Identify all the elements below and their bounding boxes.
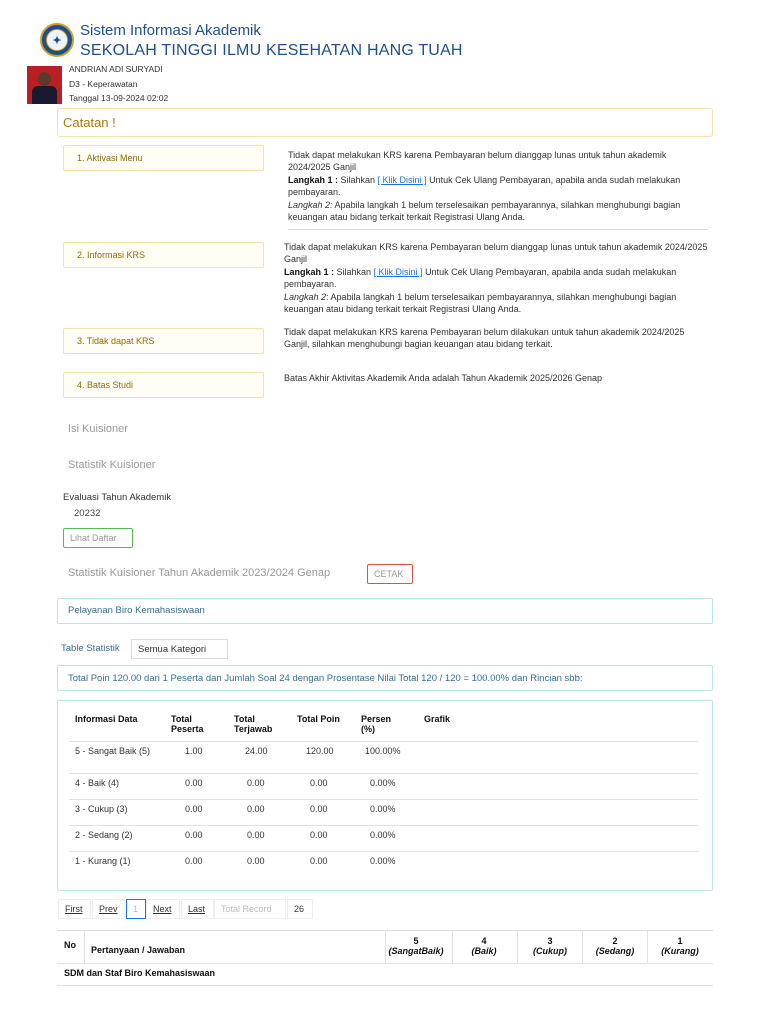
menu-tidak-dapat-krs[interactable]: 3. Tidak dapat KRS <box>63 328 264 354</box>
avatar <box>27 66 62 104</box>
lihat-daftar-button[interactable]: Lihat Daftar <box>63 528 133 548</box>
col-sangat-baik: 5 (SangatBaik) <box>388 936 444 956</box>
school-logo <box>40 23 74 57</box>
step2-text: : Apabila langkah 1 belum terselesaikan pembayarannya, silahkan menghubungi bagian keuangan atau bidang terkait terkait Registrasi Ulang Anda. <box>284 291 677 315</box>
table-statistik-label: Table Statistik <box>61 643 120 654</box>
col-persen: Persen (%) <box>361 714 392 734</box>
col-pertanyaan: Pertanyaan / Jawaban <box>91 945 186 955</box>
menu-aktivasi[interactable]: 1. Aktivasi Menu <box>63 145 264 171</box>
questions-table <box>57 930 713 985</box>
klik-disini-link[interactable]: [ Klik Disini ] <box>377 174 427 185</box>
note-text: Tidak dapat melakukan KRS karena Pembayaran belum dianggap lunas untuk tahun akademik 2024/2025 Ganjil <box>288 150 667 173</box>
col-kurang: 1 (Kurang) <box>661 936 699 956</box>
user-date: Tanggal 13-09-2024 02:02 <box>69 93 169 103</box>
page-last-button[interactable]: Last <box>181 899 214 919</box>
isi-kuisioner-link[interactable]: Isi Kuisioner <box>68 423 128 435</box>
col-total-poin: Total Poin <box>297 714 340 724</box>
note-text: Tidak dapat melakukan KRS karena Pembayaran belum dianggap lunas untuk tahun akademik 2024/2025 Ganjil <box>284 242 708 265</box>
note-aktivasi-text <box>288 149 708 223</box>
logo-emblem-icon: ✦ <box>46 29 68 51</box>
total-record-value: 26 <box>287 899 313 919</box>
stats-table: Informasi Data Total Peserta Total Terjawab Total Poin Persen (%) Grafik 5 - Sangat Baik (5) 1.00 24.00 120.00 100.00% 4 - Baik (4) 0.00 0.00 0.00 0.00% 3 - Cukup (3) 0.00 0.00 0.00 0.00% 2 - Sedang (2) 0.00 0.00 0.00 0.00% 1 - Kurang (1) 0.00 0.00 0.00 0.00% <box>57 700 713 891</box>
divider <box>288 229 708 230</box>
kategori-select[interactable]: Semua Kategori <box>131 639 228 659</box>
user-program: D3 - Keperawatan <box>69 79 138 89</box>
klik-disini-link[interactable]: [ Klik Disini ] <box>373 266 423 277</box>
col-info-data: Informasi Data <box>75 714 138 724</box>
step2-label: Langkah 2 <box>284 291 327 302</box>
col-sedang: 2 (Sedang) <box>595 936 635 956</box>
step1-pre: Silahkan <box>338 174 378 185</box>
statistik-kuisioner-link[interactable]: Statistik Kuisioner <box>68 459 156 471</box>
app-title: Sistem Informasi Akademik <box>80 22 261 39</box>
step1-post: Untuk Cek Ulang Pembayaran, apabila anda sudah melakukan pembayaran. <box>288 174 681 198</box>
evaluasi-value: 20232 <box>74 508 101 519</box>
step1-label: Langkah 1 : <box>284 266 335 277</box>
step2-text: Apabila langkah 1 belum terselesaikan pembayarannya, silahkan menghubungi bagian keuangan atau bidang terkait terkait Registrasi Ulang Anda. <box>288 199 681 223</box>
note-tidak-krs-text: Tidak dapat melakukan KRS karena Pembayaran belum dilakukan untuk tahun akademik 2024/2025 Ganjil, silahkan menghubungi bagian keuangan atau bidang terkait. <box>284 327 685 350</box>
note-krs-text <box>284 241 708 315</box>
step1-pre: Silahkan <box>334 266 374 277</box>
notes-panel <box>57 108 713 137</box>
school-name: SEKOLAH TINGGI ILMU KESEHATAN HANG TUAH <box>80 42 463 59</box>
step1-post: Untuk Cek Ulang Pembayaran, apabila anda sudah melakukan pembayaran. <box>284 266 677 290</box>
step2-label: Langkah 2: <box>288 199 333 210</box>
col-baik: 4 (Baik) <box>471 936 497 956</box>
step1-label: Langkah 1 : <box>288 174 339 185</box>
menu-informasi-krs[interactable]: 2. Informasi KRS <box>63 242 264 268</box>
col-grafik: Grafik <box>424 714 451 724</box>
page-first-button[interactable]: First <box>58 899 91 919</box>
category-heading: Pelayanan Biro Kemahasiswaan <box>57 598 713 624</box>
col-no: No <box>64 940 76 950</box>
page-next-button[interactable]: Next <box>146 899 180 919</box>
page-prev-button[interactable]: Prev <box>92 899 125 919</box>
statistik-title: Statistik Kuisioner Tahun Akademik 2023/2024 Genap <box>68 567 331 579</box>
col-total-peserta: Total Peserta <box>171 714 204 734</box>
col-total-terjawab: Total Terjawab <box>234 714 273 734</box>
notes-title: Catatan ! <box>63 115 116 130</box>
page-current[interactable]: 1 <box>126 899 146 919</box>
question-group-title: SDM dan Staf Biro Kemahasiswaan <box>64 968 216 978</box>
cetak-button[interactable]: CETAK <box>367 564 413 584</box>
note-batas-studi-text: Batas Akhir Aktivitas Akademik Anda adalah Tahun Akademik 2025/2026 Genap <box>284 373 603 383</box>
col-cukup: 3 (Cukup) <box>533 936 567 956</box>
user-name: ANDRIAN ADI SURYADI <box>69 64 163 74</box>
evaluasi-label: Evaluasi Tahun Akademik <box>63 492 172 503</box>
summary-box: Total Poin 120.00 dari 1 Peserta dan Jumlah Soal 24 dengan Prosentase Nilai Total 120 / 120 = 100.00% dan Rincian sbb: <box>57 665 713 691</box>
menu-batas-studi[interactable]: 4. Batas Studi <box>63 372 264 398</box>
total-record-label: Total Record <box>214 899 286 919</box>
